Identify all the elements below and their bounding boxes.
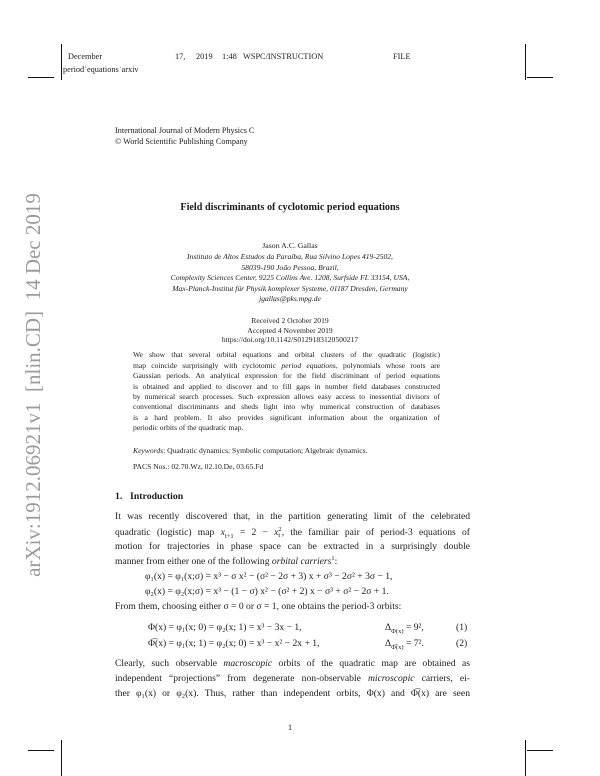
body-line: From them, choosing either σ = 0 or σ = 1, one obtains the period-3 orbits:	[115, 600, 402, 612]
body-text: independent “projections” from degenerate non-observable	[115, 672, 368, 684]
body-line	[115, 554, 470, 567]
body-line: It was recently discovered that, in the partition generating limit of the celebrated	[115, 510, 470, 522]
carrier-equation	[145, 572, 392, 582]
body-line	[115, 527, 470, 539]
arxiv-stamp: arXiv:1912.06921v1 [nlin.CD] 14 Dec 2019	[21, 193, 45, 577]
carrier-rhs: = x³ − (1 − σ) x² − (σ² + 2) x − σ³ + σ² − 2σ + 1.	[205, 585, 389, 597]
delta-subscript: Φ(x)	[391, 627, 404, 635]
carrier-equation	[145, 587, 389, 597]
journal-copyright: © World Scientific Publishing Company	[115, 136, 248, 146]
header-style: WSPC/INSTRUCTION	[243, 51, 324, 61]
equation-number: (2)	[456, 637, 468, 649]
crop-mark-top-left-horizontal	[28, 77, 54, 78]
author-name: Jason A.C. Gallas	[262, 240, 318, 250]
delta-subscript: Φ̅(x)	[391, 643, 404, 651]
abstract-line: Gaussian periods. An analytical expression for the field discriminant of period equations	[133, 371, 440, 381]
abstract-text: map coincide surprisingly with cyclotomic	[133, 360, 282, 370]
orbit-equation	[148, 639, 319, 649]
body-text: orbits of the quadratic map are obtained as	[272, 657, 470, 669]
header-date-month: December	[68, 51, 103, 61]
crop-mark-bottom-right-horizontal	[527, 750, 553, 751]
crop-mark-bottom-right-vertical	[525, 740, 526, 776]
map-rhs-variable: x	[274, 526, 279, 538]
delta-symbol: Δ	[385, 637, 392, 649]
keywords-label: Keywords	[133, 445, 164, 455]
carrier-lhs: φ₁(x)	[145, 570, 166, 582]
body-line: motion for trajectories in phase space can be extracted in a surprisingly double	[115, 540, 470, 552]
author-email: jgallas@pks.mpg.de	[259, 293, 321, 303]
page-number: 1	[287, 722, 293, 733]
header-filename: period˙equations˙arxiv	[63, 64, 139, 74]
body-emphasis: orbital carriers	[271, 555, 332, 567]
paper-title: Field discriminants of cyclotomic period equations	[180, 201, 400, 213]
body-line	[115, 674, 470, 684]
crop-mark-bottom-left-horizontal	[28, 750, 54, 751]
author-affiliation-line: 58039-190 João Pessoa, Brazil,	[241, 262, 339, 272]
header-date-year: 2019	[196, 51, 213, 61]
abstract-line: conventional discriminants and sheds light into why numerical construction of databases	[133, 402, 440, 412]
accepted-date: Accepted 4 November 2019	[247, 325, 333, 335]
map-lhs-subscript: t+1	[224, 532, 234, 540]
delta-symbol: Δ	[385, 621, 392, 633]
author-affiliation-line: Complexity Sciences Center, 9225 Collins Ave. 1208, Surfside FL 33154, USA,	[170, 272, 410, 282]
doi-link[interactable]: https://doi.org/10.1142/S0129183120500217	[221, 334, 359, 344]
body-text: quadratic (logistic) map	[115, 526, 221, 538]
body-text: :	[334, 555, 338, 567]
crop-mark-top-right-vertical	[525, 44, 526, 80]
delta-value: = 9²,	[405, 621, 424, 633]
abstract-line	[133, 362, 440, 370]
footnote-reference[interactable]: 1	[331, 554, 335, 562]
abstract-line: is obtained and applied to discover and to fill gaps in number field databases constructed	[133, 381, 440, 391]
orbit-definition: = φ₁(x; 0) = φ₂(x; 1) = x³ − 3x − 1,	[168, 621, 302, 633]
abstract-emphasis: period equations	[281, 360, 336, 370]
orbit-equation	[148, 623, 302, 633]
map-lhs-variable: x	[220, 526, 225, 538]
keywords-text: : Quadratic dynamics; Symbolic computation; Algebraic dynamics.	[163, 445, 368, 455]
pacs-numbers: PACS Nos.: 02.70.Wz, 02.10.De, 03.65.Fd	[133, 461, 264, 471]
abstract-line: by numerical search processes. Such expression allows easy access to inessential divisors of	[133, 392, 440, 401]
section-number: 1.	[115, 490, 123, 502]
delta-value: = 7².	[405, 637, 424, 649]
header-date-day: 17,	[175, 51, 186, 61]
orbit-lhs: Φ(x)	[148, 621, 167, 633]
section-title: Introduction	[130, 490, 184, 502]
orbit-discriminant	[385, 623, 424, 633]
section-heading	[115, 492, 183, 502]
journal-name: International Journal of Modern Physics C	[115, 125, 255, 135]
header-file-label: FILE	[393, 51, 411, 61]
body-text: , the familiar pair of period-3 equations of	[281, 526, 470, 538]
abstract-text: , polynomials whose roots are	[335, 360, 440, 370]
body-text: carriers, ei-	[414, 672, 471, 684]
carrier-mid: = φ₁(x;σ)	[167, 570, 204, 582]
body-line	[115, 659, 470, 669]
map-rhs-superscript: 2	[278, 525, 282, 533]
carrier-mid: = φ₂(x;σ)	[167, 585, 204, 597]
body-text: Clearly, such observable	[115, 657, 224, 669]
orbit-lhs: Φ̅(x)	[148, 637, 167, 649]
carrier-lhs: φ₂(x)	[145, 585, 166, 597]
body-emphasis: macroscopic	[223, 657, 273, 669]
body-text: manner from either one of the following	[115, 555, 272, 567]
body-emphasis: microscopic	[367, 672, 415, 684]
equation-number: (1)	[456, 621, 468, 633]
crop-mark-top-left-vertical	[61, 44, 62, 80]
crop-mark-bottom-left-vertical	[61, 740, 62, 776]
header-time: 1:48	[222, 51, 237, 61]
crop-mark-top-right-horizontal	[527, 77, 553, 78]
carrier-rhs: = x³ − σ x² − (σ² − 2σ + 3) x + σ³ − 2σ² + 3σ − 1,	[205, 570, 393, 582]
map-rhs-subscript: t	[278, 532, 281, 539]
author-affiliation-line: Max-Planck-Institut für Physik komplexer Systeme, 01187 Dresden, Germany	[172, 283, 408, 293]
map-equals: = 2 −	[233, 526, 275, 538]
orbit-discriminant	[385, 639, 424, 649]
orbit-definition: = φ₁(x; 1) = φ₂(x; 0) = x³ − x² − 2x + 1,	[168, 637, 320, 649]
author-affiliation-line: Instituto de Altos Estudos da Paraíba, Rua Silvino Lopes 419-2502,	[187, 251, 393, 261]
abstract-line: periodic orbits of the quadratic map.	[133, 423, 244, 433]
received-date: Received 2 October 2019	[251, 315, 329, 325]
body-line: ther φ₁(x) or φ₂(x). Thus, rather than independent orbits, Φ(x) and Φ̅(x) are seen	[115, 687, 470, 699]
abstract-line: is a hard problem. It also provides significant information about the organization of	[133, 412, 440, 422]
abstract-line: We show that several orbital equations and orbital clusters of the quadratic (logistic)	[133, 350, 440, 360]
keywords	[133, 447, 367, 455]
